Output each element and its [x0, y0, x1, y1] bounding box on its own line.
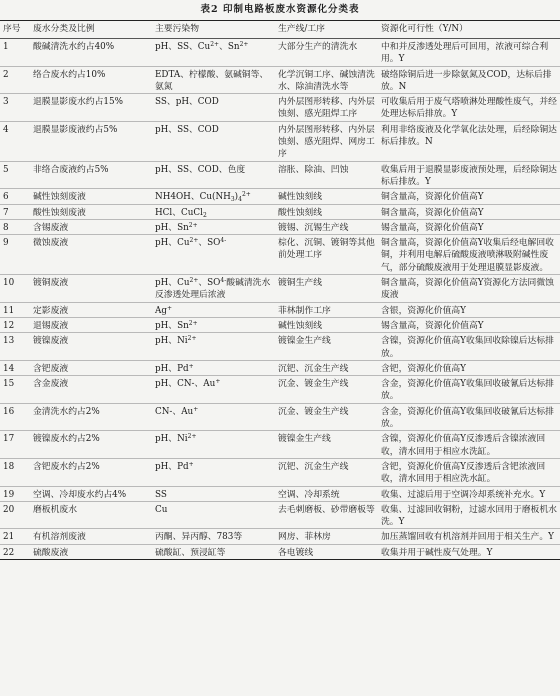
main-pollutants: CN-、Au+ — [152, 403, 275, 431]
row-number: 17 — [0, 431, 30, 459]
table-row — [0, 486, 560, 501]
main-pollutants: NH4OH、$Cu(NH_3)_4^{2+}$ — [152, 189, 275, 204]
resource-feasibility: 收集后用于退膜显影废液预处理，后经除铜达标后排放。Y — [378, 161, 560, 189]
resource-feasibility: 可收集后用于废气塔喷淋处理酸性废气，并经处理达标后排放。Y — [378, 94, 560, 122]
table-row — [0, 544, 560, 559]
main-pollutants: pH、SS、$Cu^{2+}$、$Sn^{2+}$ — [152, 39, 275, 67]
wastewater-table — [0, 20, 560, 560]
table-body — [0, 39, 560, 560]
table-row — [0, 204, 560, 219]
table-row — [0, 403, 560, 431]
resource-feasibility: 含金，资源化价值高Y收集回收破氰后达标排放。 — [378, 403, 560, 431]
row-number: 9 — [0, 235, 30, 275]
production-line: 酸性蚀刻线 — [275, 204, 378, 219]
resource-feasibility: 含镍，资源化价值高Y反渗透后含镍浓液回收，清水回用于相应水洗缸。 — [378, 431, 560, 459]
main-pollutants: EDTA、柠檬酸、氨碱铜等、氨氮 — [152, 66, 275, 94]
resource-feasibility: 收集、过滤后用于空调冷却系统补充水。Y — [378, 486, 560, 501]
wastewater-category: 非络合废液约占5% — [30, 161, 152, 189]
table-row — [0, 458, 560, 486]
table-row — [0, 235, 560, 275]
main-pollutants: pH、$Cu^{2+}$、$SO^{4-}$酸碱清洗水反渗透处理后浓液 — [152, 275, 275, 303]
table-row — [0, 302, 560, 317]
resource-feasibility: 含钯，资源化价值高Y — [378, 360, 560, 375]
production-line: 棕化、沉铜、镀铜等其他前处理工序 — [275, 235, 378, 275]
wastewater-category: 酸性蚀刻废液 — [30, 204, 152, 219]
main-pollutants: 硫酸缸、预浸缸等 — [152, 544, 275, 559]
main-pollutants: pH、$Ni^{2+}$ — [152, 333, 275, 361]
header-cell: 主要污染物 — [152, 21, 275, 39]
production-line: 空调、冷却系统 — [275, 486, 378, 501]
production-line: 溶胀、除油、凹蚀 — [275, 161, 378, 189]
resource-feasibility: 铜含量高，资源化价值高Y收集后经电解回收铜，并利用电解后硫酸废液喷淋吸附碱性废气，部分硫酸废液用于处理退膜显影废液。 — [378, 235, 560, 275]
main-pollutants: 丙酮、异丙醇、783等 — [152, 529, 275, 544]
resource-feasibility: 铜含量高，资源化价值高Y资源化方法同微蚀废液 — [378, 275, 560, 303]
header-cell: 序号 — [0, 21, 30, 39]
resource-feasibility: 铜含量高，资源化价值高Y — [378, 189, 560, 204]
production-line: 镀镍金生产线 — [275, 431, 378, 459]
main-pollutants: pH、SS、COD、色度 — [152, 161, 275, 189]
production-line: 大部分生产的清洗水 — [275, 39, 378, 67]
wastewater-category: 含钯废水约占2% — [30, 458, 152, 486]
row-number: 10 — [0, 275, 30, 303]
main-pollutants: pH、$Cu^{2+}$、$SO^{4-}$ — [152, 235, 275, 275]
production-line: 镀铜生产线 — [275, 275, 378, 303]
main-pollutants: HCl、CuCl$_2$ — [152, 204, 275, 219]
wastewater-category: 镀镍废液 — [30, 333, 152, 361]
row-number: 7 — [0, 204, 30, 219]
table-row — [0, 376, 560, 404]
wastewater-category: 镀镍废水约占2% — [30, 431, 152, 459]
main-pollutants: pH、$Sn^{2+}$ — [152, 317, 275, 332]
row-number: 15 — [0, 376, 30, 404]
resource-feasibility: 锡含量高，资源化价值高Y — [378, 219, 560, 234]
main-pollutants: SS — [152, 486, 275, 501]
resource-feasibility: 铜含量高，资源化价值高Y — [378, 204, 560, 219]
production-line: 碱性蚀刻线 — [275, 317, 378, 332]
row-number: 13 — [0, 333, 30, 361]
wastewater-category: 退膜显影废液约占5% — [30, 121, 152, 161]
table-row — [0, 529, 560, 544]
row-number: 14 — [0, 360, 30, 375]
resource-feasibility: 含银，资源化价值高Y — [378, 302, 560, 317]
row-number: 21 — [0, 529, 30, 544]
table-row — [0, 275, 560, 303]
wastewater-category: 含钯废液 — [30, 360, 152, 375]
table-row — [0, 431, 560, 459]
wastewater-category: 退膜显影废水约占15% — [30, 94, 152, 122]
main-pollutants: pH、Pd+ — [152, 458, 275, 486]
row-number: 18 — [0, 458, 30, 486]
resource-feasibility: 含钯，资源化价值高Y反渗透后含钯浓液回收，清水回用于相应洗水缸。 — [378, 458, 560, 486]
row-number: 20 — [0, 501, 30, 529]
resource-feasibility: 利用非络废液及化学氧化法处理，后经除铜达标后排放。N — [378, 121, 560, 161]
row-number: 19 — [0, 486, 30, 501]
main-pollutants: SS、pH、COD — [152, 94, 275, 122]
wastewater-category: 空调、冷却废水约占4% — [30, 486, 152, 501]
wastewater-category: 有机溶剂废液 — [30, 529, 152, 544]
production-line: 镀锡、沉锡生产线 — [275, 219, 378, 234]
row-number: 16 — [0, 403, 30, 431]
main-pollutants: pH、CN-、Au+ — [152, 376, 275, 404]
resource-feasibility: 收集、过滤回收铜粉，过滤水回用于磨板机水洗。Y — [378, 501, 560, 529]
production-line: 沉金、镀金生产线 — [275, 376, 378, 404]
production-line: 镀镍金生产线 — [275, 333, 378, 361]
production-line: 去毛刺磨板、砂带磨板等 — [275, 501, 378, 529]
header-cell: 生产线/工序 — [275, 21, 378, 39]
table-row — [0, 39, 560, 67]
wastewater-category: 含锡废液 — [30, 219, 152, 234]
resource-feasibility: 含镍，资源化价值高Y收集回收除镍后达标排放。 — [378, 333, 560, 361]
wastewater-category: 定影废液 — [30, 302, 152, 317]
main-pollutants: pH、$Sn^{2+}$ — [152, 219, 275, 234]
production-line: 内外层图形转移、内外层蚀刻、感光阻焊工序 — [275, 94, 378, 122]
row-number: 11 — [0, 302, 30, 317]
header-cell: 资源化可行性（Y/N） — [378, 21, 560, 39]
table-header-row — [0, 21, 560, 39]
wastewater-category: 微蚀废液 — [30, 235, 152, 275]
resource-feasibility: 中和并反渗透处理后可回用，浓液可综合利用。Y — [378, 39, 560, 67]
row-number: 4 — [0, 121, 30, 161]
resource-feasibility: 锡含量高，资源化价值高Y — [378, 317, 560, 332]
table-row — [0, 66, 560, 94]
wastewater-category: 硫酸废液 — [30, 544, 152, 559]
row-number: 8 — [0, 219, 30, 234]
main-pollutants: Cu — [152, 501, 275, 529]
row-number: 6 — [0, 189, 30, 204]
wastewater-category: 酸碱清洗水约占40% — [30, 39, 152, 67]
wastewater-category: 磨板机废水 — [30, 501, 152, 529]
wastewater-category: 络合废水约占10% — [30, 66, 152, 94]
table-row — [0, 317, 560, 332]
main-pollutants: Ag+ — [152, 302, 275, 317]
resource-feasibility: 含金，资源化价值高Y收集回收破氰后达标排放。 — [378, 376, 560, 404]
main-pollutants: pH、Pd+ — [152, 360, 275, 375]
production-line: 化学沉铜工序、碱蚀清洗水、除油清洗水等 — [275, 66, 378, 94]
row-number: 3 — [0, 94, 30, 122]
production-line: 碱性蚀刻线 — [275, 189, 378, 204]
production-line: 沉钯、沉金生产线 — [275, 360, 378, 375]
table-row — [0, 189, 560, 204]
table-row — [0, 333, 560, 361]
production-line: 菲林制作工序 — [275, 302, 378, 317]
table-row — [0, 501, 560, 529]
row-number: 1 — [0, 39, 30, 67]
main-pollutants: pH、$Ni^{2+}$ — [152, 431, 275, 459]
production-line: 沉钯、沉金生产线 — [275, 458, 378, 486]
table-row — [0, 219, 560, 234]
wastewater-category: 碱性蚀刻废液 — [30, 189, 152, 204]
production-line: 网房、菲林房 — [275, 529, 378, 544]
row-number: 5 — [0, 161, 30, 189]
row-number: 22 — [0, 544, 30, 559]
header-cell: 废水分类及比例 — [30, 21, 152, 39]
row-number: 2 — [0, 66, 30, 94]
wastewater-category: 镀铜废液 — [30, 275, 152, 303]
table-row — [0, 94, 560, 122]
table-row — [0, 360, 560, 375]
production-line: 沉金、镀金生产线 — [275, 403, 378, 431]
table-row — [0, 161, 560, 189]
table-caption: 表2 印制电路板废水资源化分类表 — [200, 4, 360, 15]
row-number: 12 — [0, 317, 30, 332]
resource-feasibility: 加压蒸馏回收有机溶剂并回用于相关生产。Y — [378, 529, 560, 544]
wastewater-category: 金清洗水约占2% — [30, 403, 152, 431]
resource-feasibility: 破络除铜后进一步除氨氮及COD，达标后排放。N — [378, 66, 560, 94]
wastewater-category: 退锡废液 — [30, 317, 152, 332]
production-line: 内外层图形转移、内外层蚀刻、感光阻焊、网房工序 — [275, 121, 378, 161]
table-row — [0, 121, 560, 161]
main-pollutants: pH、SS、COD — [152, 121, 275, 161]
wastewater-category: 含金废液 — [30, 376, 152, 404]
resource-feasibility: 收集并用于碱性废气处理。Y — [378, 544, 560, 559]
production-line: 各电镀线 — [275, 544, 378, 559]
